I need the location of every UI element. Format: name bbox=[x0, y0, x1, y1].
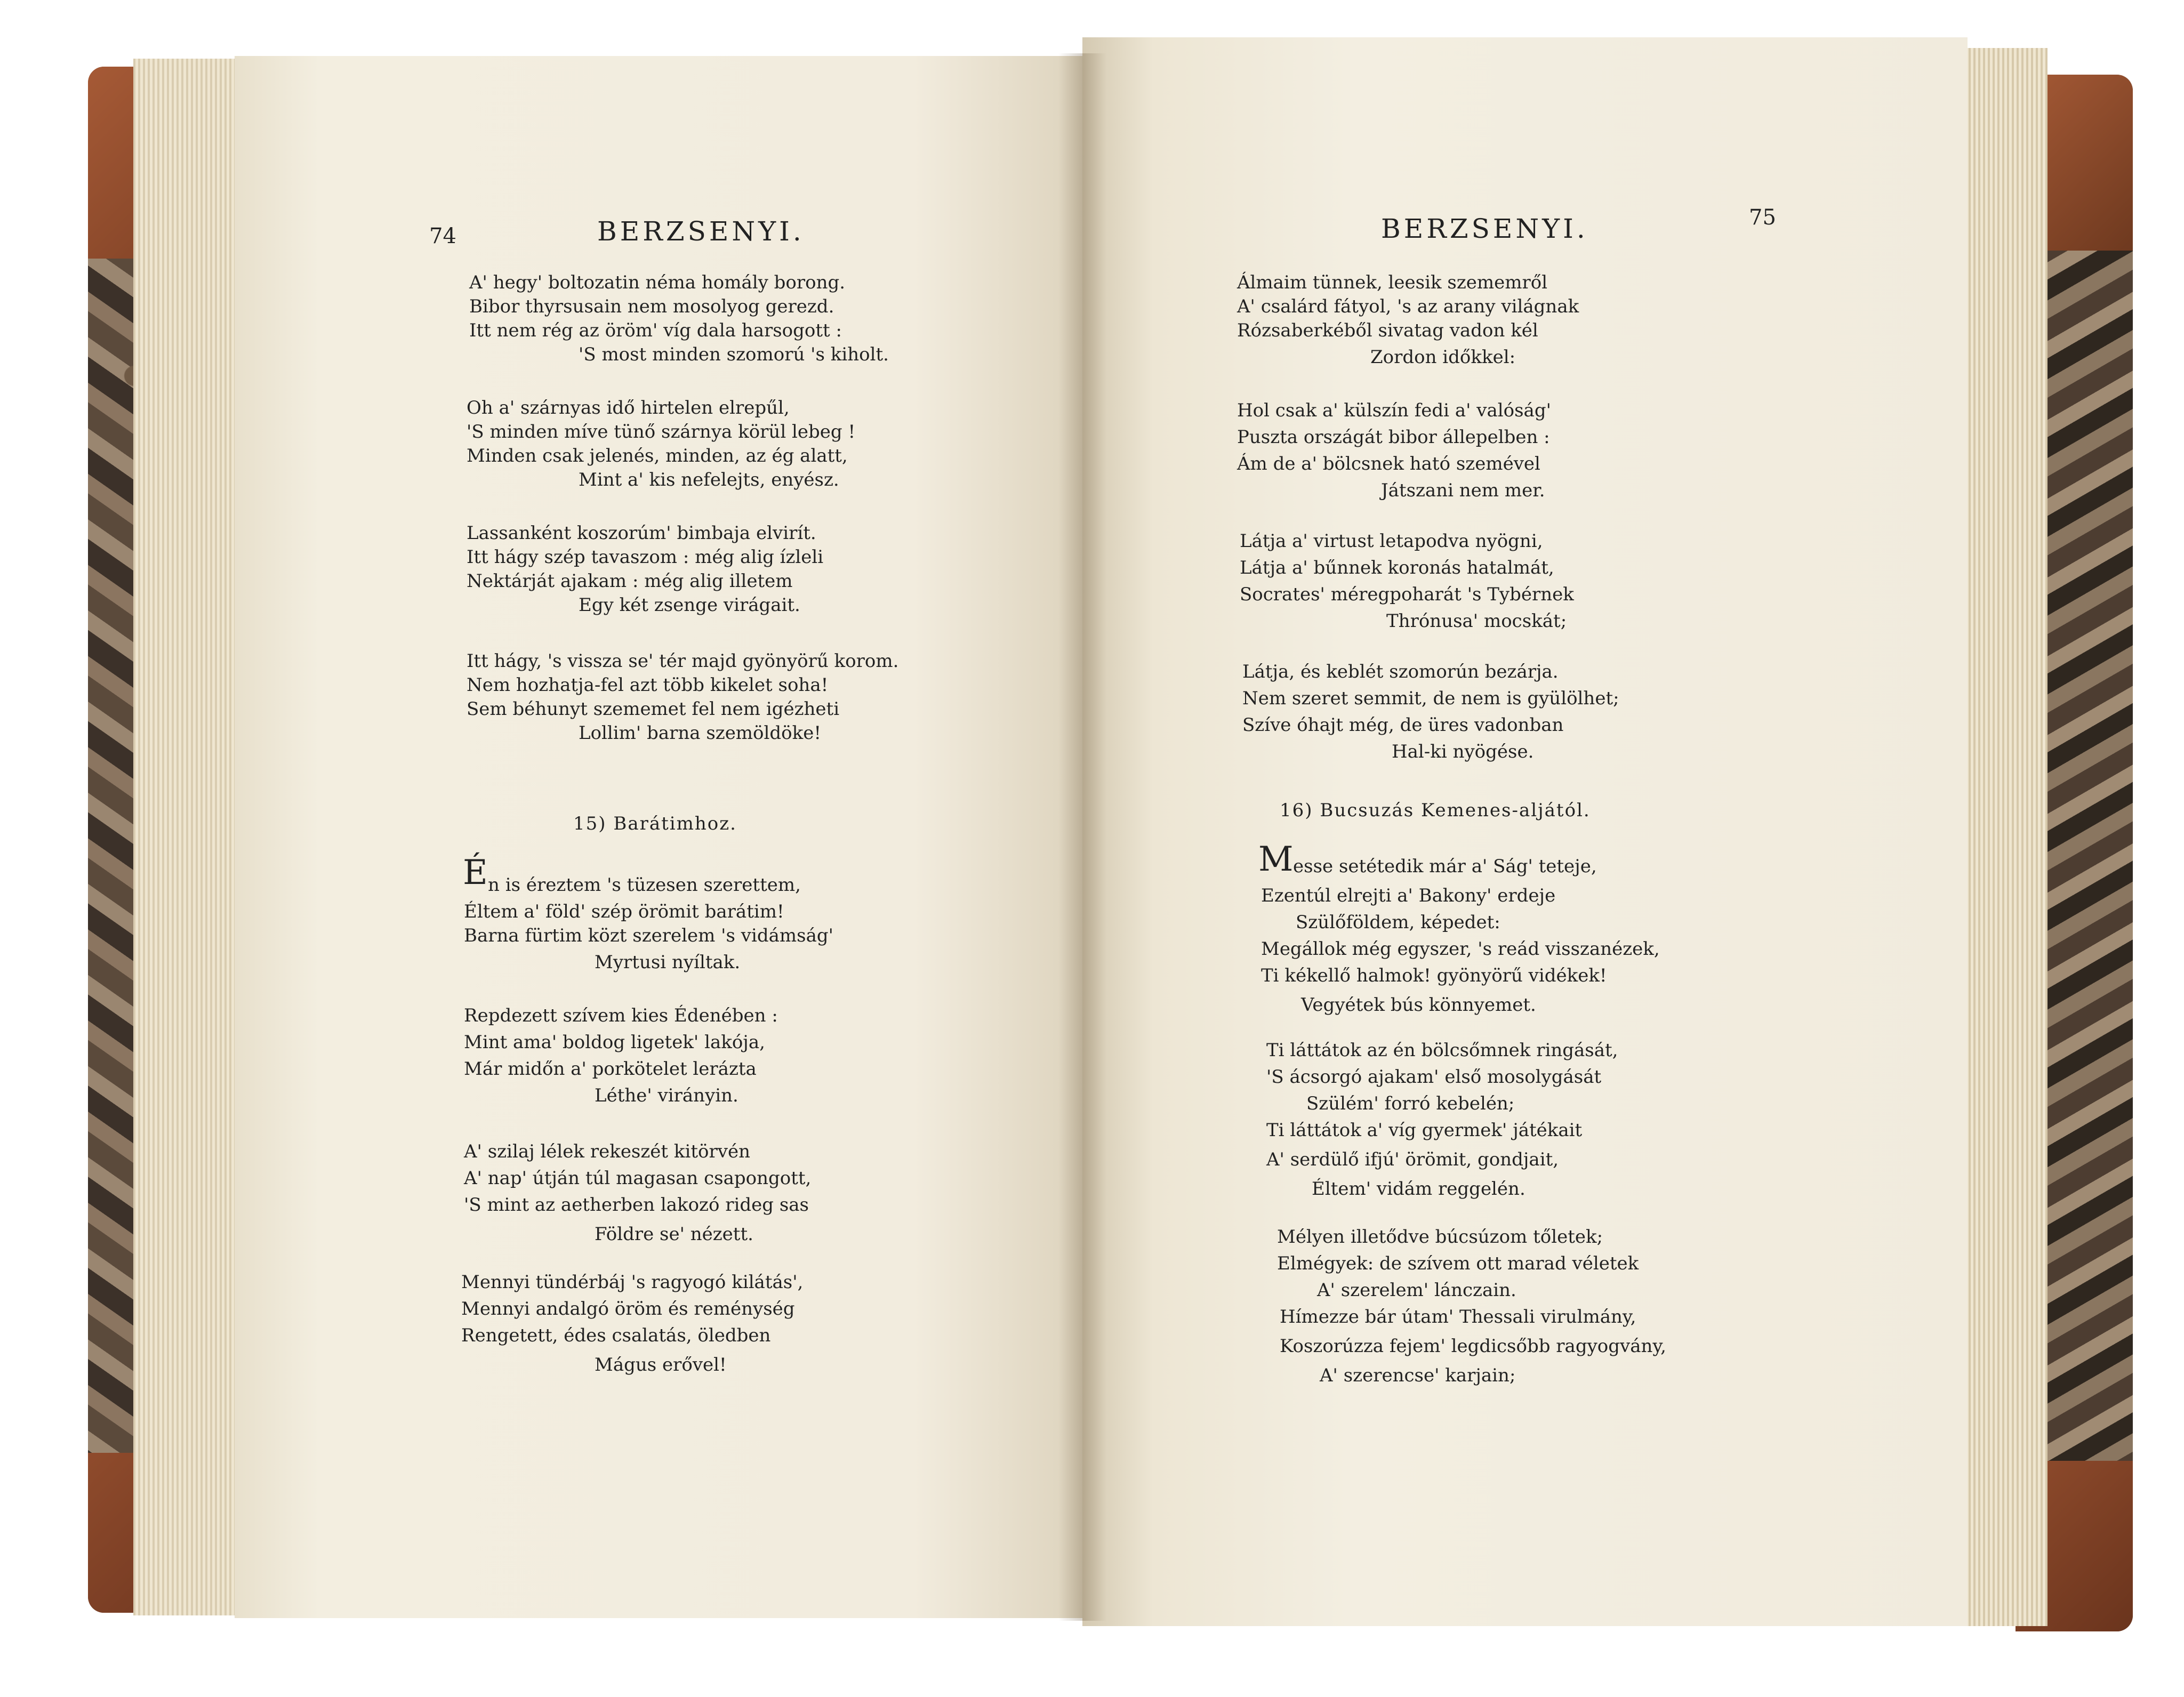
verse-line: Lassanként koszorúm' bimbaja elvirít. bbox=[467, 522, 816, 544]
verse-line: Sem béhunyt szememet fel nem igézheti bbox=[467, 698, 840, 720]
verse-line: esse setétedik már a' Ság' teteje, bbox=[1293, 856, 1597, 877]
verse-line: Itt hágy szép tavaszom : még alig ízleli bbox=[467, 546, 824, 568]
verse-line: 'S minden míve tünő szárnya körül lebeg ! bbox=[467, 421, 856, 443]
verse-line: Mint a' kis nefelejts, enyész. bbox=[579, 469, 839, 490]
verse-line: Thrónusa' mocskát; bbox=[1386, 610, 1567, 632]
poem-title: 15) Barátimhoz. bbox=[573, 813, 737, 834]
verse-line: Barna fürtim közt szerelem 's vidámság' bbox=[464, 925, 833, 946]
verse-line: Megállok még egyszer, 's reád visszanézek, bbox=[1261, 938, 1660, 960]
verse-line: Rengetett, édes csalatás, öledben bbox=[461, 1325, 771, 1346]
verse-line: Ezentúl elrejti a' Bakony' erdeje bbox=[1261, 885, 1556, 906]
verse-line: Oh a' szárnyas idő hirtelen elrepűl, bbox=[467, 397, 790, 419]
verse-line: Játszani nem mer. bbox=[1381, 480, 1545, 501]
verse-line: A' szerencse' karjain; bbox=[1320, 1365, 1516, 1386]
verse-line: Repdezett szívem kies Édenében : bbox=[464, 1005, 778, 1026]
verse-line: A' szerelem' lánczain. bbox=[1317, 1280, 1516, 1301]
verse-line: Ti láttátok az én bölcsőmnek ringását, bbox=[1266, 1040, 1618, 1061]
verse-line: Hol csak a' külszín fedi a' valóság' bbox=[1237, 400, 1551, 421]
verse-line: 'S ácsorgó ajakam' első mosolygását bbox=[1266, 1066, 1602, 1088]
verse-line: n is éreztem 's tüzesen szerettem, bbox=[488, 874, 801, 896]
verse-line: A' csalárd fátyol, 's az arany világnak bbox=[1237, 296, 1579, 317]
verse-line: Zordon időkkel: bbox=[1370, 347, 1516, 368]
verse-line: Nektárját ajakam : még alig illetem bbox=[467, 570, 793, 592]
verse-line: Mennyi tündérbáj 's ragyogó kilátás', bbox=[461, 1272, 804, 1293]
verse-line: Elmégyek: de szívem ott marad véletek bbox=[1277, 1253, 1639, 1274]
drop-cap: M bbox=[1258, 840, 1294, 879]
verse-line: Minden csak jelenés, minden, az ég alatt, bbox=[467, 445, 848, 467]
left-page-number: 74 bbox=[429, 224, 456, 248]
verse-line: Hímezze bár útam' Thessali virulmány, bbox=[1280, 1306, 1636, 1328]
poem-title: 16) Bucsuzás Kemenes-aljától. bbox=[1280, 800, 1591, 821]
verse-line: Myrtusi nyíltak. bbox=[595, 952, 741, 973]
verse-line: 'S mint az aetherben lakozó rideg sas bbox=[464, 1194, 809, 1216]
drop-cap: É bbox=[463, 853, 488, 892]
verse-line: Nem szeret semmit, de nem is gyülölhet; bbox=[1242, 688, 1619, 709]
verse-line: Mennyi andalgó öröm és reménység bbox=[461, 1298, 795, 1320]
verse-line: Egy két zsenge virágait. bbox=[579, 594, 800, 616]
verse-line: Nem hozhatja-fel azt több kikelet soha! bbox=[467, 674, 829, 696]
verse-line: Földre se' nézett. bbox=[595, 1224, 753, 1245]
verse-line: Álmaim tünnek, leesik szememről bbox=[1237, 272, 1548, 293]
verse-line: Mélyen illetődve búcsúzom tőletek; bbox=[1277, 1226, 1603, 1248]
verse-line: A' serdülő ifjú' örömit, gondjait, bbox=[1266, 1149, 1559, 1170]
verse-line: Hal-ki nyögése. bbox=[1392, 741, 1534, 762]
left-page-edges bbox=[133, 59, 251, 1615]
verse-line: A' szilaj lélek rekeszét kitörvén bbox=[464, 1141, 750, 1162]
verse-line: Ti kékellő halmok! gyönyörű vidékek! bbox=[1261, 965, 1607, 986]
verse-line: Léthe' virányin. bbox=[595, 1085, 738, 1106]
verse-line: Koszorúzza fejem' legdicsőbb ragyogvány, bbox=[1280, 1336, 1666, 1357]
verse-line: Már midőn a' porkötelet lerázta bbox=[464, 1058, 757, 1080]
verse-line: Ti láttátok a' víg gyermek' játékait bbox=[1266, 1120, 1583, 1141]
verse-line: A' hegy' boltozatin néma homály borong. bbox=[469, 272, 846, 293]
left-running-head: BERZSENYI. bbox=[597, 216, 805, 247]
verse-line: Ám de a' bölcsnek ható szemével bbox=[1237, 453, 1540, 474]
verse-line: Lollim' barna szemöldöke! bbox=[579, 722, 822, 744]
right-page-number: 75 bbox=[1749, 205, 1776, 230]
verse-line: 'S most minden szomorú 's kiholt. bbox=[579, 344, 889, 365]
verse-line: Vegyétek bús könnyemet. bbox=[1301, 994, 1536, 1016]
verse-line: Látja, és keblét szomorún bezárja. bbox=[1242, 661, 1559, 682]
verse-line: Szíve óhajt még, de üres vadonban bbox=[1242, 714, 1564, 736]
verse-line: Puszta országát bibor állepelben : bbox=[1237, 427, 1550, 448]
verse-line: Mint ama' boldog ligetek' lakója, bbox=[464, 1032, 765, 1053]
verse-line: Látja a' virtust letapodva nyögni, bbox=[1240, 530, 1543, 552]
verse-line: Éltem a' föld' szép örömit barátim! bbox=[464, 901, 784, 922]
book-gutter bbox=[1058, 53, 1106, 1621]
verse-line: Szülém' forró kebelén; bbox=[1306, 1093, 1515, 1114]
verse-line: Szülőföldem, képedet: bbox=[1296, 912, 1500, 933]
verse-line: Mágus erővel! bbox=[595, 1354, 727, 1376]
right-running-head: BERZSENYI. bbox=[1381, 213, 1588, 244]
verse-line: Socrates' méregpoharát 's Tybérnek bbox=[1240, 584, 1574, 605]
verse-line: A' nap' útján túl magasan csapongott, bbox=[464, 1168, 812, 1189]
verse-line: Itt nem rég az öröm' víg dala harsogott : bbox=[469, 320, 842, 341]
verse-line: Éltem' vidám reggelén. bbox=[1312, 1178, 1525, 1200]
verse-line: Rózsaberkéből sivatag vadon kél bbox=[1237, 320, 1538, 341]
verse-line: Látja a' bűnnek koronás hatalmát, bbox=[1240, 557, 1554, 578]
verse-line: Bibor thyrsusain nem mosolyog gerezd. bbox=[469, 296, 834, 317]
verse-line: Itt hágy, 's vissza se' tér majd gyönyörű korom. bbox=[467, 650, 899, 672]
